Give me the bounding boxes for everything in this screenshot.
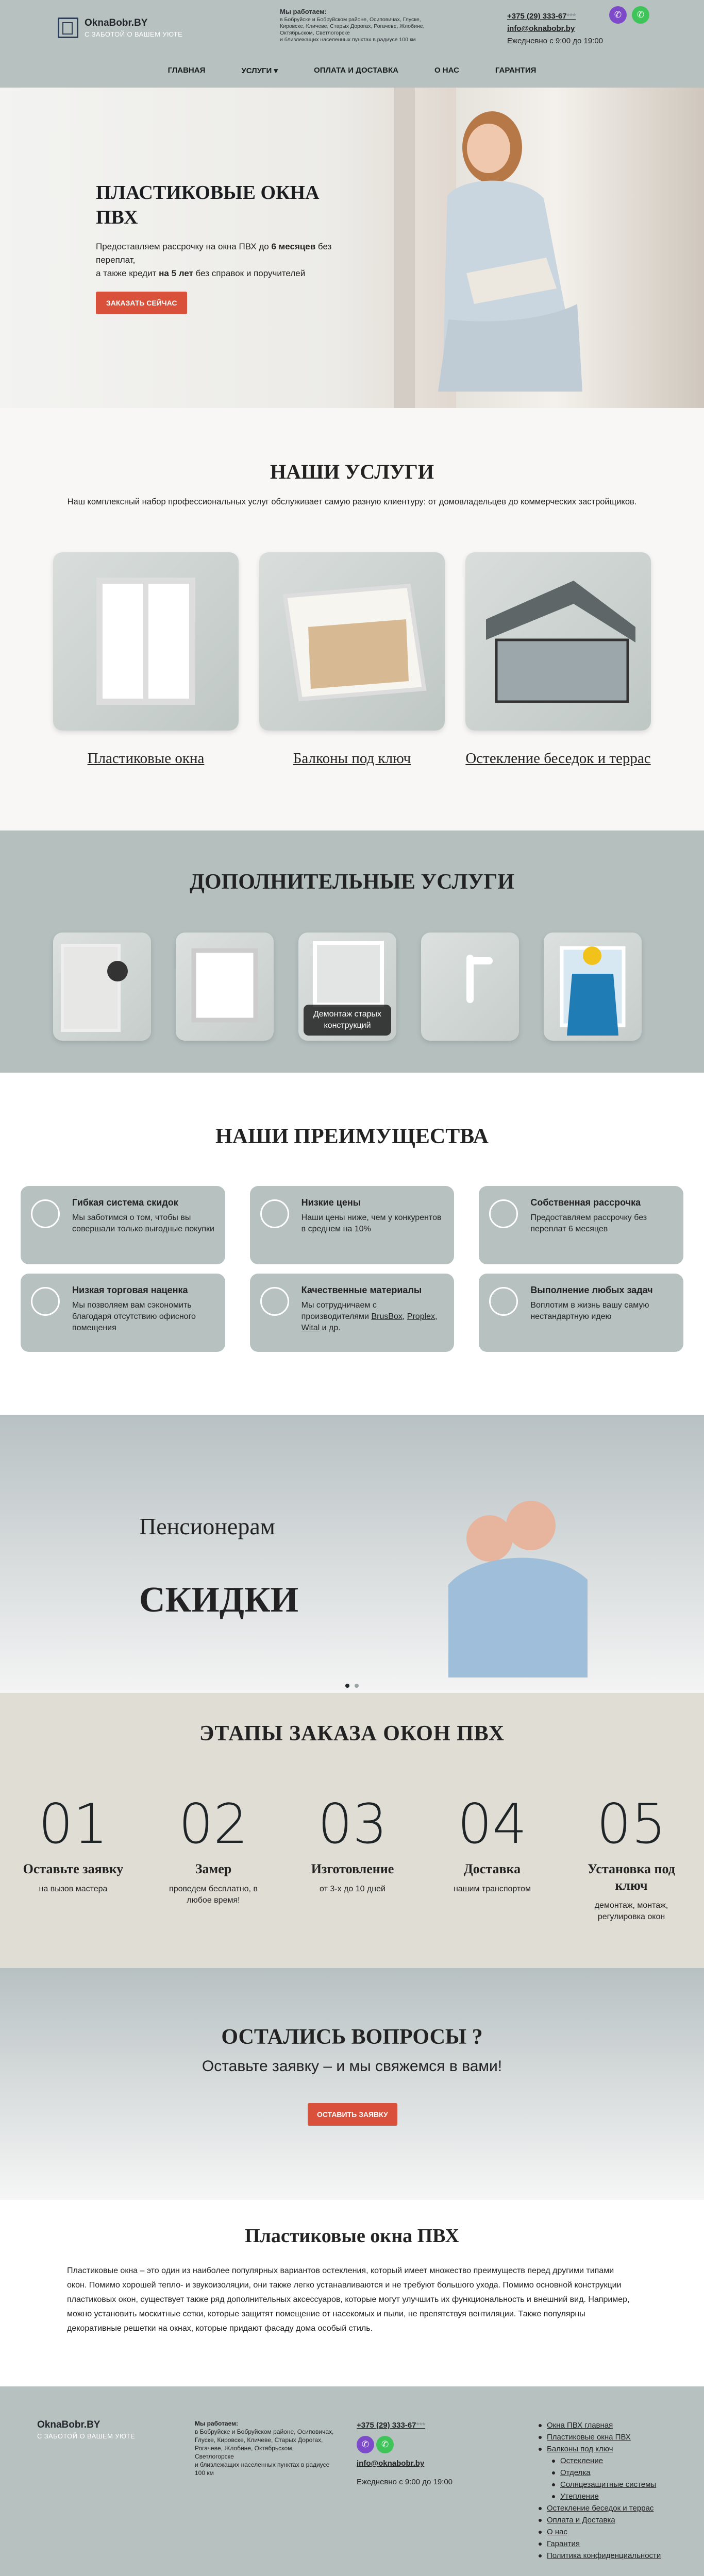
advantage-tasks: Выполнение любых задач Воплотим в жизнь вашу самую нестандартную идею: [479, 1274, 683, 1352]
step-1: 01 Оставьте заявку на вызов мастера: [23, 1792, 124, 1893]
contacts: [507, 10, 603, 47]
extra-services: [0, 831, 704, 1073]
window-handle-image[interactable]: [421, 933, 519, 1041]
window-logo-icon: [58, 18, 78, 38]
footer-email[interactable]: info@oknabobr.by: [357, 2459, 425, 2468]
advantages-title: НАШИ ПРЕИМУЩЕСТВА: [215, 1125, 489, 1148]
services-section: [0, 408, 704, 831]
balcony-image[interactable]: [259, 552, 445, 731]
brand-name: OknaBobr.BY: [85, 18, 148, 28]
nav-warranty[interactable]: ГАРАНТИЯ: [495, 66, 537, 75]
working-hours: Ежедневно с 9:00 до 19:00: [507, 37, 604, 45]
questions-title: ОСТАЛИСЬ ВОПРОСЫ ?: [221, 2025, 483, 2049]
nav-payment[interactable]: ОПЛАТА И ДОСТАВКА: [314, 66, 398, 75]
step-4: 04 Доставка нашим транспортом: [453, 1792, 531, 1893]
promo-title: СКИДКИ: [139, 1580, 299, 1620]
hero-text: Предоставляем рассрочку на окна ПВХ до 6 месяцев без переплат, а также кредит на 5 лет без справок и поручителей: [96, 242, 332, 278]
nav-home[interactable]: ГЛАВНАЯ: [167, 66, 206, 75]
footer-menu: Окна ПВХ главная Пластиковые окна ПВХ Балконы под ключ Остекление Отделка Солнцезащитные системы Утепление Остекление беседок и террас Оплата и Доставка О нас Гарантия Политика конфиденциальности: [539, 2419, 661, 2562]
advantage-materials: Качественные материалы Мы сотрудничаем с производителями BrusBox, Proplex, Wital и др.: [250, 1274, 455, 1352]
messenger-links: [609, 6, 649, 24]
services-title: НАШИ УСЛУГИ: [270, 460, 434, 483]
brand-tagline: С ЗАБОТОЙ О ВАШЕМ УЮТЕ: [85, 30, 183, 38]
plastic-window-image[interactable]: [53, 552, 239, 731]
mosquito-net-image[interactable]: [53, 933, 151, 1041]
promo-subtitle: Пенсионерам: [139, 1513, 275, 1539]
installer-image[interactable]: [544, 933, 642, 1041]
questions-section: [0, 1968, 704, 2200]
logo[interactable]: [58, 18, 182, 38]
seo-text: [0, 2200, 704, 2386]
seo-title: Пластиковые окна ПВХ: [245, 2225, 459, 2247]
elderly-couple-image: [433, 1492, 593, 1677]
gazebo-glazing-link[interactable]: Остекление беседок и террас: [465, 750, 651, 767]
window-sill-image[interactable]: [176, 933, 274, 1041]
phone-link[interactable]: +375 (29) 333-67***: [507, 12, 576, 21]
services-subtitle: Наш комплексный набор профессиональных услуг обслуживает самую разную клиентуру: от домовладельцев до коммерческих застройщиков.: [67, 497, 637, 506]
nav-services[interactable]: УСЛУГИ ▾: [241, 66, 278, 75]
nav-about[interactable]: О НАС: [434, 66, 459, 75]
pie-chart-icon: [489, 1199, 518, 1228]
footer-phone[interactable]: +375 (29) 333-67***: [357, 2421, 426, 2430]
order-steps: [0, 1693, 704, 1968]
advantage-markup: Низкая торговая наценка Мы позволяем вам сэкономить благодаря отсутствию офисного помещения: [21, 1274, 225, 1352]
slider-dot-1[interactable]: [345, 1684, 349, 1688]
questions-lead: Оставьте заявку – и мы свяжемся в вами!: [202, 2058, 502, 2075]
advantage-discounts: Гибкая система скидок Мы заботимся о том, чтобы вы совершали только выгодные покупки: [21, 1186, 225, 1264]
email-link[interactable]: info@oknabobr.by: [507, 24, 575, 33]
step-3: 03 Изготовление от 3-х до 10 дней: [311, 1792, 394, 1893]
footer-logo[interactable]: OknaBobr.BY С ЗАБОТОЙ О ВАШЕМ УЮТЕ: [37, 2419, 136, 2440]
footer-work-area: Мы работаем: в Бобруйске и Бобруйском районе, Осиповичах, Глуске, Кировске, Кличеве, Старых Дорогах, Рогачеве, Жлобине, Октябрьском, Светлогорске и близлежащих населенных пунктах в радиусе 100 км: [195, 2420, 334, 2477]
hero-title: ПЛАСТИКОВЫЕ ОКНА ПВХ: [96, 182, 320, 228]
layers-icon: [260, 1287, 289, 1316]
dismantling-image[interactable]: Демонтаж старых конструкций: [298, 933, 396, 1041]
header: [0, 0, 704, 88]
gazebo-image[interactable]: [465, 552, 651, 731]
viber-icon[interactable]: ✆: [609, 6, 627, 24]
footer-hours: Ежедневно с 9:00 до 19:00: [357, 2478, 453, 2486]
slider-dot-2[interactable]: [355, 1684, 359, 1688]
main-nav: [0, 66, 704, 75]
worker-icon: [489, 1287, 518, 1316]
plastic-windows-link[interactable]: Пластиковые окна: [87, 750, 205, 767]
advantage-low-prices: Низкие цены Наши цены ниже, чем у конкурентов в среднем на 10%: [250, 1186, 455, 1264]
seo-paragraph: Пластиковые окна – это один из наиболее популярных вариантов остекления, который имеет множество преимуществ перед другими типами окон. Помимо хорошей тепло- и звукоизоляции, они также легко устанавливаются и не требуют большого ухода. Помимо основной конструкции пластиковых окон, существует также ряд дополнительных аксессуаров, которые могут улучшить их функциональность и внешний вид. Например, можно установить москитные сетки, которые защитят помещение от насекомых и пыли, не препятствуя вентиляции. Также популярны декоративные решетки на окнах, которые придают фасаду дома особый стиль.: [67, 2266, 630, 2333]
footer-contacts: [357, 2419, 452, 2488]
hero: [0, 88, 704, 408]
building-icon: [31, 1287, 60, 1316]
money-icon: [260, 1199, 289, 1228]
advantage-installment: Собственная рассрочка Предоставляем рассрочку без переплат 6 месяцев: [479, 1186, 683, 1264]
discount-icon: [31, 1199, 60, 1228]
advantages: [0, 1073, 704, 1415]
leave-request-button[interactable]: ОСТАВИТЬ ЗАЯВКУ: [308, 2103, 397, 2126]
footer-viber-icon[interactable]: ✆: [357, 2436, 374, 2453]
footer: [0, 2386, 704, 2576]
step-5: 05 Установка под ключ демонтаж, монтаж, регулировка окон: [588, 1792, 675, 1921]
pensioner-promo: [0, 1415, 704, 1693]
steps-title: ЭТАПЫ ЗАКАЗА ОКОН ПВХ: [199, 1722, 505, 1745]
order-now-button[interactable]: ЗАКАЗАТЬ СЕЙЧАС: [96, 292, 187, 314]
step-2: 02 Замер проведем бесплатно, в любое время!: [169, 1792, 258, 1905]
balconies-link[interactable]: Балконы под ключ: [293, 750, 411, 767]
window-frame-image: [394, 88, 415, 408]
footer-whatsapp-icon[interactable]: ✆: [376, 2436, 394, 2453]
extra-title: ДОПОЛНИТЕЛЬНЫЕ УСЛУГИ: [189, 870, 515, 894]
whatsapp-icon[interactable]: ✆: [632, 6, 649, 24]
work-area: Мы работаем: в Бобруйске и Бобруйском районе, Осиповичах, Глуске, Кировске, Кличеве, Старых Дорогах, Рогачеве, Жлобине, Октябрьском, Светлогорске и близлежащих населенных пунктах в радиусе 100 км: [280, 8, 425, 43]
woman-reading-image: [417, 103, 588, 392]
